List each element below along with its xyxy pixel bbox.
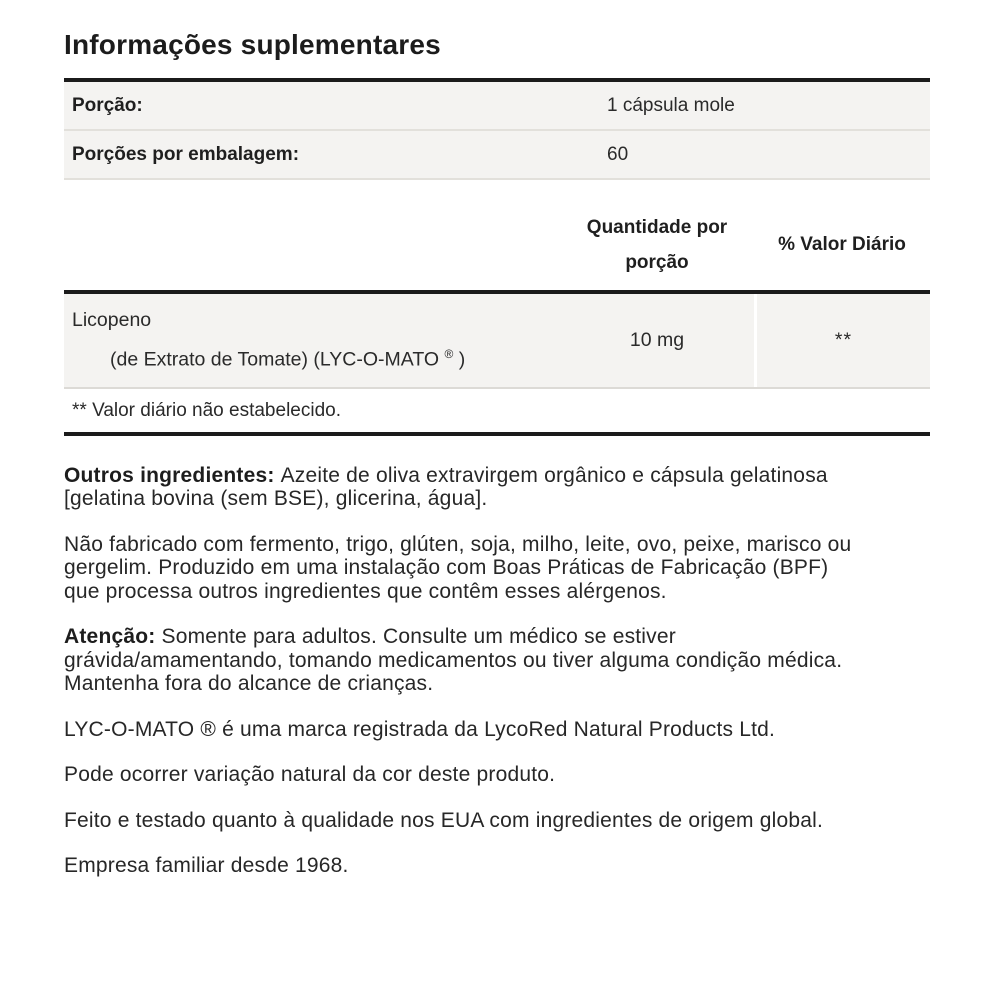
daily-value-footnote: ** Valor diário não estabelecido.: [72, 399, 341, 421]
supplement-label: [64, 0, 930, 878]
ingredient-daily-value: **: [754, 294, 930, 387]
serving-row-per-container: [64, 131, 930, 180]
servings-per-container-label: Porções por embalagem:: [72, 143, 300, 165]
ingredient-detail-text: (de Extrato de Tomate) (LYC-O-MATO: [110, 348, 445, 371]
ingredient-name-cell: [64, 294, 560, 387]
facts-column-headers: [64, 180, 930, 290]
quality-statement-text: Feito e testado quanto à qualidade nos EUA com ingredientes de origem global.: [64, 808, 824, 832]
allergen-statement-paragraph: [64, 533, 864, 604]
other-ingredients-text: Azeite de oliva extravirgem orgânico e cápsula gelatinosa [gelatina bovina (sem BSE), glicerina, água].: [64, 463, 828, 510]
page-title: Informações suplementares: [64, 29, 441, 60]
serving-table: [64, 82, 930, 180]
label-body-text: [64, 464, 864, 878]
trademark-paragraph: [64, 718, 864, 742]
quality-statement-paragraph: [64, 809, 864, 833]
ingredient-row: [64, 294, 930, 387]
ingredient-detail: [72, 341, 560, 373]
color-variation-text: Pode ocorrer variação natural da cor deste produto.: [64, 763, 556, 786]
amount-header-line1: Quantidade por: [586, 217, 728, 238]
amount-per-serving-header: [560, 210, 754, 280]
amount-header-line2: porção: [625, 252, 689, 273]
ingredient-detail-close: ): [453, 348, 466, 371]
warning-text: Somente para adultos. Consulte um médico se estiver grávida/amamentando, tomando medicamentos ou tiver alguma condição médica. Mantenha fora do alcance de crianças.: [64, 625, 843, 695]
serving-size-label: Porção:: [72, 94, 143, 116]
other-ingredients-paragraph: [64, 464, 864, 511]
serving-row-portion: [64, 82, 930, 131]
serving-size-value: 1 cápsula mole: [607, 94, 735, 116]
color-variation-paragraph: [64, 763, 864, 787]
daily-value-header: % Valor Diário: [778, 234, 906, 255]
other-ingredients-lead: Outros ingredientes:: [64, 463, 281, 487]
trademark-text: LYC-O-MATO ® é uma marca registrada da LycoRed Natural Products Ltd.: [64, 717, 776, 741]
warning-paragraph: [64, 625, 864, 696]
family-company-paragraph: [64, 854, 864, 878]
ingredient-name: Licopeno: [72, 309, 152, 331]
allergen-statement-text: Não fabricado com fermento, trigo, glúten, soja, milho, leite, ovo, peixe, marisco ou gergelim. Produzido em uma instalação com Boas Práticas de Fabricação (BPF) que processa outros ingredientes que contêm esses alérgenos.: [64, 532, 852, 603]
family-company-text: Empresa familiar desde 1968.: [64, 854, 349, 877]
servings-per-container-value: 60: [607, 143, 629, 165]
ingredient-amount-value: 10 mg: [629, 328, 685, 351]
facts-bottom-rule: [64, 432, 930, 436]
warning-lead: Atenção:: [64, 625, 162, 648]
registered-trademark-mark: ®: [444, 347, 454, 361]
